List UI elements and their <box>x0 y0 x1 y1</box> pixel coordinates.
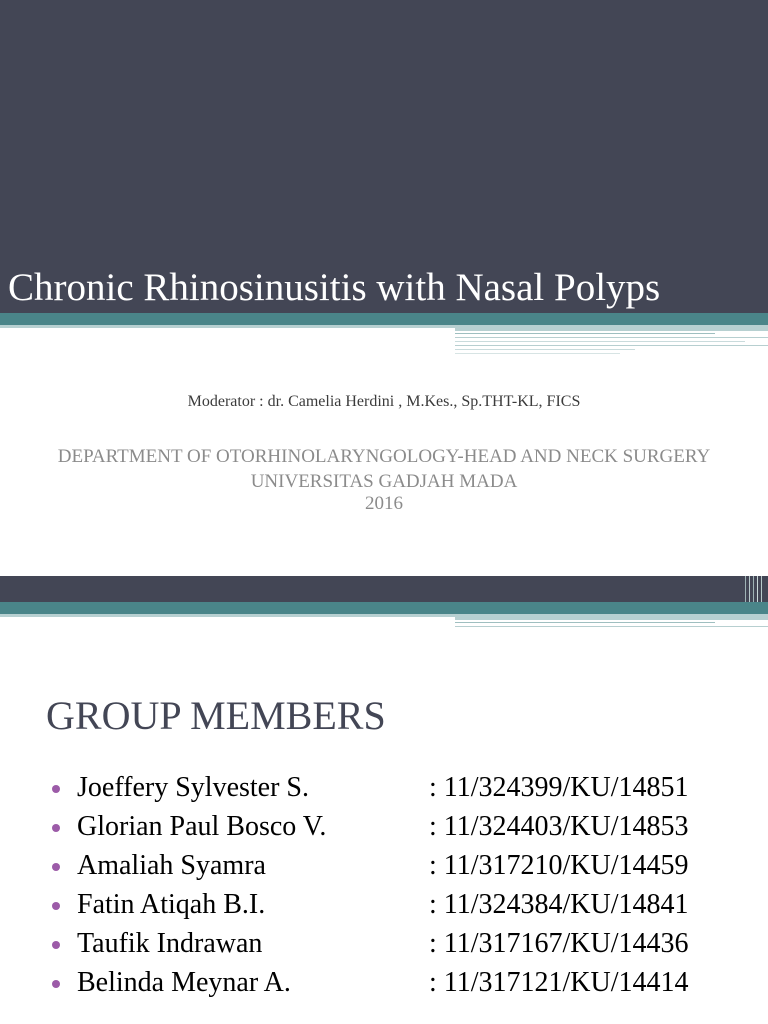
list-item <box>52 848 752 887</box>
bullet-icon <box>52 824 60 832</box>
teal-light-stripe <box>0 614 455 617</box>
member-id: : 11/324403/KU/14853 <box>429 811 689 842</box>
university-name: UNIVERSITAS GADJAH MADA <box>250 471 518 492</box>
teal-light-stripe <box>0 325 455 328</box>
list-item <box>52 926 752 965</box>
member-id: : 11/324399/KU/14851 <box>429 772 689 803</box>
slide2-header-band <box>0 576 768 602</box>
member-name: Taufik Indrawan <box>77 928 263 959</box>
members-list <box>52 770 752 1004</box>
department-block <box>50 446 718 515</box>
decor-line <box>455 333 715 334</box>
list-item <box>52 770 752 809</box>
moderator-text: Moderator : dr. Camelia Herdini , M.Kes., Sp.THT-KL, FICS <box>187 393 581 410</box>
decor-line <box>455 626 768 627</box>
teal-stripe <box>0 602 768 614</box>
group-members-slide <box>0 576 768 1024</box>
member-name: Glorian Paul Bosco V. <box>77 811 327 842</box>
decor-line <box>455 349 635 350</box>
member-name: Joeffery Sylvester S. <box>77 772 309 803</box>
member-id: : 11/317121/KU/14414 <box>429 967 689 998</box>
decor-line <box>455 345 768 346</box>
list-item <box>52 887 752 926</box>
slide-title: Chronic Rhinosinusitis with Nasal Polyps <box>8 266 661 309</box>
department-name: DEPARTMENT OF OTORHINOLARYNGOLOGY-HEAD AND NECK SURGERY <box>57 446 711 467</box>
teal-light-stripe-right <box>455 614 768 620</box>
bullet-icon <box>52 785 60 793</box>
decor-line <box>455 341 745 342</box>
member-name: Belinda Meynar A. <box>77 967 291 998</box>
member-id: : 11/324384/KU/14841 <box>429 889 689 920</box>
bullet-icon <box>52 941 60 949</box>
member-name: Fatin Atiqah B.I. <box>77 889 266 920</box>
list-item <box>52 809 752 848</box>
decor-line <box>455 353 620 354</box>
bullet-icon <box>52 980 60 988</box>
decor-line <box>455 622 715 623</box>
list-item <box>52 965 752 1004</box>
bullet-icon <box>52 863 60 871</box>
member-id: : 11/317167/KU/14436 <box>429 928 689 959</box>
teal-stripe <box>0 313 768 325</box>
teal-light-stripe-right <box>455 325 768 331</box>
year-text: 2016 <box>365 493 403 514</box>
member-id: : 11/317210/KU/14459 <box>429 850 689 881</box>
group-members-heading: GROUP MEMBERS <box>46 693 386 738</box>
member-name: Amaliah Syamra <box>77 850 266 881</box>
decor-line <box>455 337 768 338</box>
bullet-icon <box>52 902 60 910</box>
